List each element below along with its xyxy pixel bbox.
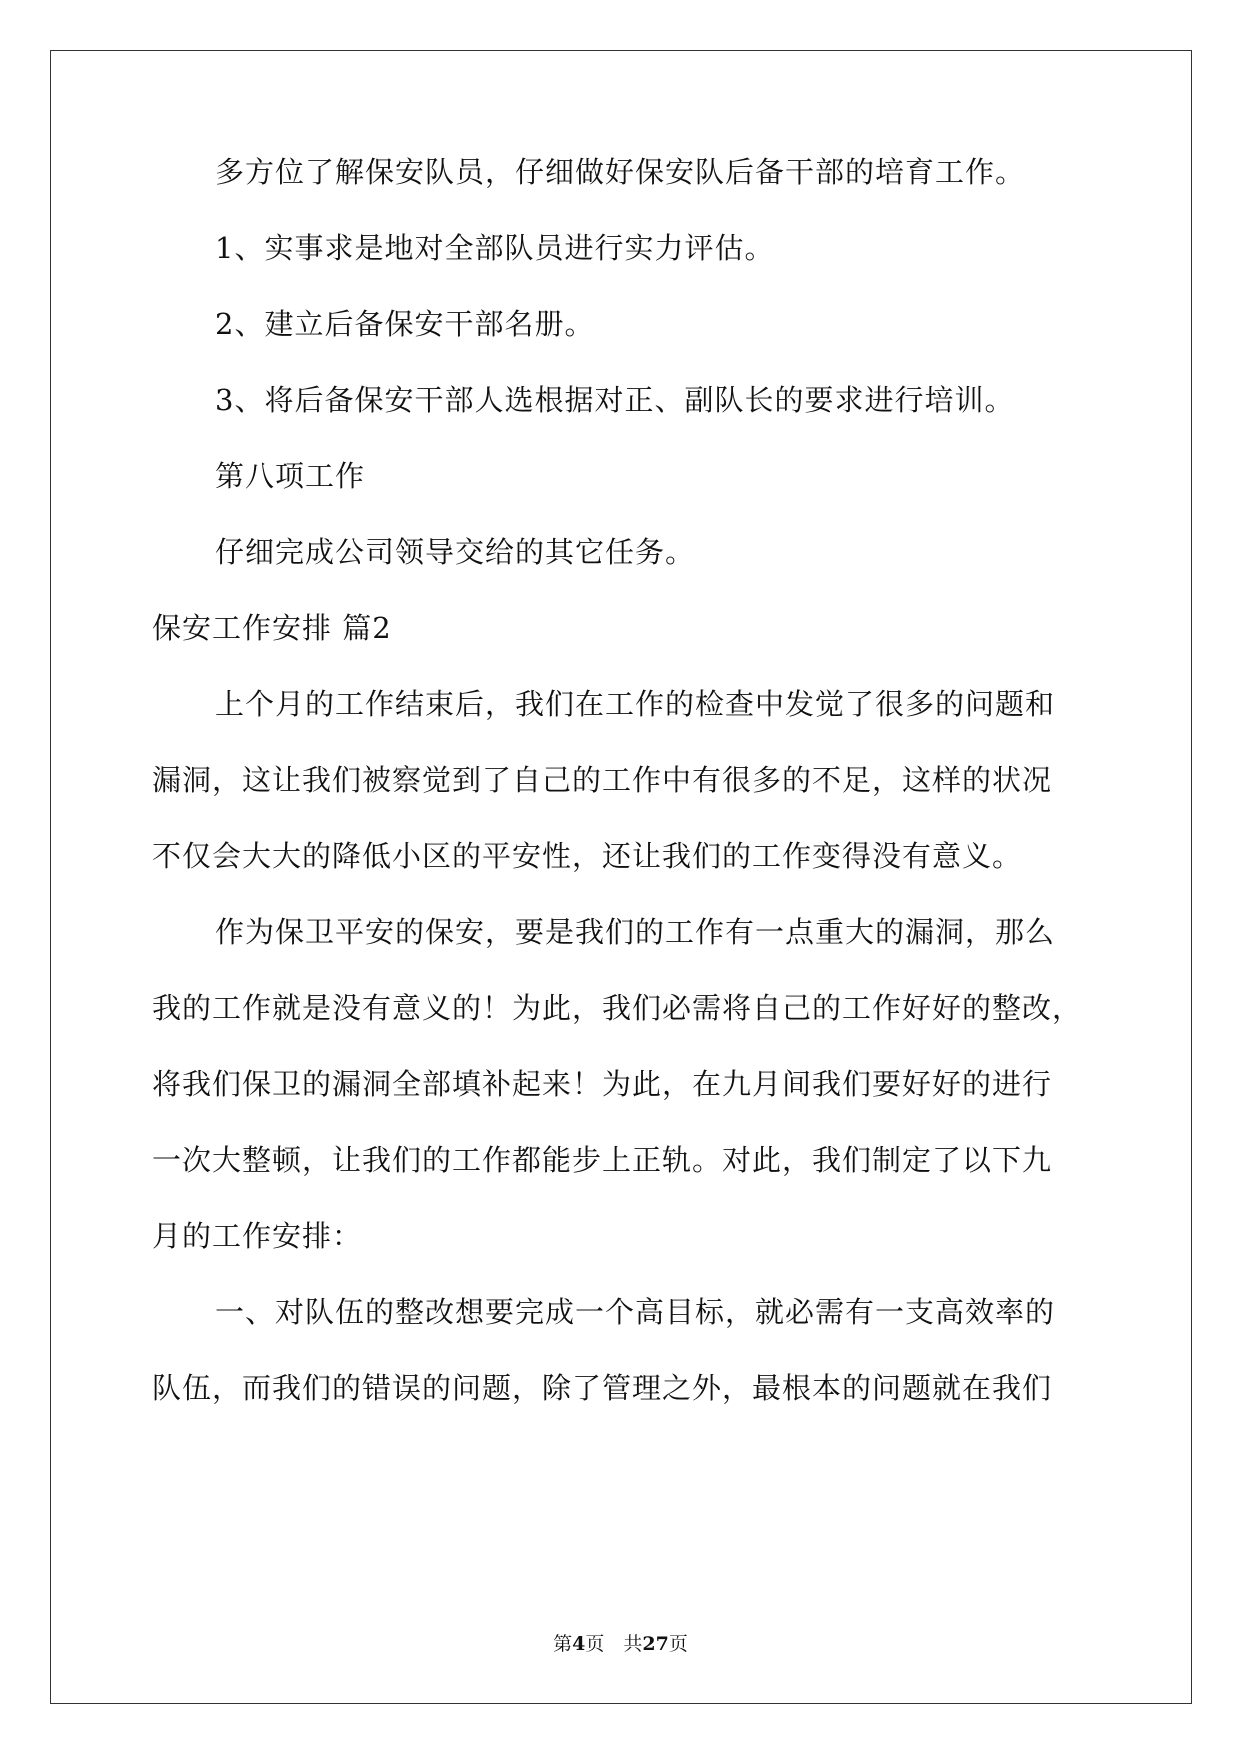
list-item: 3、将后备保安干部人选根据对正、副队长的要求进行培训。 <box>215 383 1015 417</box>
paragraph-line: 作为保卫平安的保安，要是我们的工作有一点重大的漏洞，那么 <box>215 915 1056 949</box>
section-heading: 第八项工作 <box>215 459 366 493</box>
footer-mid: 页 共 <box>585 1633 643 1655</box>
article-heading: 保安工作安排 篇2 <box>152 611 392 645</box>
paragraph-line: 队伍，而我们的错误的问题，除了管理之外，最根本的问题就在我们 <box>152 1371 1053 1405</box>
paragraph-line: 仔细完成公司领导交给的其它任务。 <box>215 535 696 569</box>
page-footer <box>0 1629 1241 1656</box>
paragraph-line: 我的工作就是没有意义的！为此，我们必需将自己的工作好好的整改， <box>152 991 1083 1025</box>
footer-total-pages: 27 <box>642 1633 669 1655</box>
paragraph-line: 漏洞，这让我们被察觉到了自己的工作中有很多的不足，这样的状况 <box>152 763 1053 797</box>
paragraph-line: 上个月的工作结束后，我们在工作的检查中发觉了很多的问题和 <box>215 687 1056 721</box>
list-item: 1、实事求是地对全部队员进行实力评估。 <box>215 231 775 265</box>
paragraph-line: 将我们保卫的漏洞全部填补起来！为此，在九月间我们要好好的进行 <box>152 1067 1053 1101</box>
paragraph-line: 多方位了解保安队员，仔细做好保安队后备干部的培育工作。 <box>215 155 1026 189</box>
paragraph-line: 一次大整顿，让我们的工作都能步上正轨。对此，我们制定了以下九 <box>152 1143 1053 1177</box>
footer-prefix: 第 <box>553 1633 573 1655</box>
paragraph-line: 月的工作安排： <box>152 1219 363 1253</box>
footer-page-number: 4 <box>572 1633 586 1655</box>
page-border <box>50 50 1192 1704</box>
paragraph-line: 一、对队伍的整改想要完成一个高目标，就必需有一支高效率的 <box>215 1295 1056 1329</box>
paragraph-line: 不仅会大大的降低小区的平安性，还让我们的工作变得没有意义。 <box>152 839 1023 873</box>
footer-suffix: 页 <box>668 1633 688 1655</box>
list-item: 2、建立后备保安干部名册。 <box>215 307 595 341</box>
